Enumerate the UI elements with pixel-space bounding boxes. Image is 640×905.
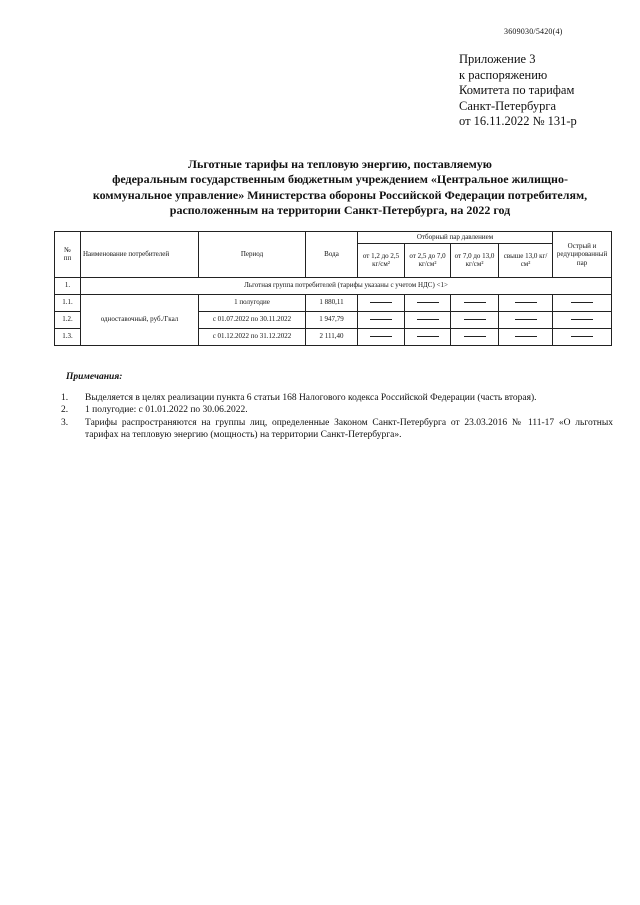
empty-cell-dash xyxy=(405,328,451,345)
header-steam-3: от 7,0 до 13,0 кг/см² xyxy=(451,243,499,277)
row-period: с 01.07.2022 по 30.11.2022 xyxy=(199,311,306,328)
appendix-block xyxy=(459,52,577,130)
row-water: 2 111,40 xyxy=(306,328,358,345)
note-number: 3. xyxy=(61,417,69,428)
notes-heading: Примечания: xyxy=(66,372,123,382)
appendix-line: Комитета по тарифам xyxy=(459,83,575,97)
empty-cell-dash xyxy=(499,311,553,328)
empty-cell-dash xyxy=(553,294,612,311)
row-water: 1 947,79 xyxy=(306,311,358,328)
appendix-line: Приложение 3 xyxy=(459,52,536,66)
group-label: Льготная группа потребителей (тарифы указаны с учетом НДС) <1> xyxy=(81,277,612,294)
header-steam-4: свыше 13,0 кг/см² xyxy=(499,243,553,277)
appendix-line: к распоряжению xyxy=(459,67,548,82)
empty-cell-dash xyxy=(405,294,451,311)
row-period: с 01.12.2022 по 31.12.2022 xyxy=(199,328,306,345)
empty-cell-dash xyxy=(451,328,499,345)
row-number: 1.2. xyxy=(55,311,81,328)
row-number: 1.1. xyxy=(55,294,81,311)
notes-list xyxy=(61,392,613,441)
note-text: 1 полугодие: с 01.01.2022 по 30.06.2022. xyxy=(85,405,248,416)
header-water: Вода xyxy=(306,232,358,278)
note-number: 2. xyxy=(61,405,69,416)
header-steam-group: Отборный пар давлением xyxy=(358,232,553,244)
header-steam-1: от 1,2 до 2,5 кг/см² xyxy=(358,243,405,277)
empty-cell-dash xyxy=(553,328,612,345)
empty-cell-dash xyxy=(553,311,612,328)
empty-cell-dash xyxy=(451,311,499,328)
empty-cell-dash xyxy=(405,311,451,328)
header-number-sign: № xyxy=(64,245,71,254)
note-text: Тарифы распространяются на группы лиц, определенные Законом Санкт-Петербурга от 23.03.2016 № 111-17 «О льготных тарифах на тепловую энергию (мощность) на территории Санкт-Петербурга». xyxy=(85,417,613,440)
row-water: 1 880,11 xyxy=(306,294,358,311)
title-line: расположенным на территории Санкт-Петербурга, на 2022 год xyxy=(169,202,511,217)
empty-cell-dash xyxy=(358,311,405,328)
empty-cell-dash xyxy=(358,328,405,345)
appendix-line: от 16.11.2022 № 131-р xyxy=(459,114,577,128)
document-title xyxy=(70,157,610,218)
table-row xyxy=(55,294,612,311)
title-line: федеральным государственным бюджетным учреждением «Центральное жилищно- xyxy=(112,172,568,187)
header-number xyxy=(55,232,81,278)
table-header-row xyxy=(55,232,612,244)
note-item xyxy=(61,392,613,404)
header-steam-2: от 2,5 до 7,0 кг/см² xyxy=(405,243,451,277)
title-line: коммунальное управление» Министерства обороны Российской Федерации потребителям, xyxy=(92,187,588,202)
note-item xyxy=(61,417,613,442)
consumer-name: одноставочный, руб./Гкал xyxy=(81,294,199,345)
empty-cell-dash xyxy=(451,294,499,311)
empty-cell-dash xyxy=(358,294,405,311)
header-period: Период xyxy=(199,232,306,278)
row-period: 1 полугодие xyxy=(199,294,306,311)
document-number: 3609030/5420(4) xyxy=(504,27,563,36)
title-line: Льготные тарифы на тепловую энергию, поставляемую xyxy=(188,157,492,171)
note-number: 1. xyxy=(61,393,69,403)
note-item xyxy=(61,404,613,416)
header-consumer: Наименование потребителей xyxy=(81,232,199,278)
table-group-row xyxy=(55,277,612,294)
appendix-line: Санкт-Петербурга xyxy=(459,98,557,113)
note-text: Выделяется в целях реализации пункта 6 статьи 168 Налогового кодекса Российской Федерации (часть вторая). xyxy=(85,393,537,403)
tariff-table xyxy=(54,231,612,346)
header-number-abbr: пп xyxy=(63,254,72,263)
row-number: 1.3. xyxy=(55,328,81,345)
empty-cell-dash xyxy=(499,328,553,345)
group-number: 1. xyxy=(55,277,81,294)
header-sharp-steam: Острый и редуцированный пар xyxy=(553,232,612,278)
empty-cell-dash xyxy=(499,294,553,311)
